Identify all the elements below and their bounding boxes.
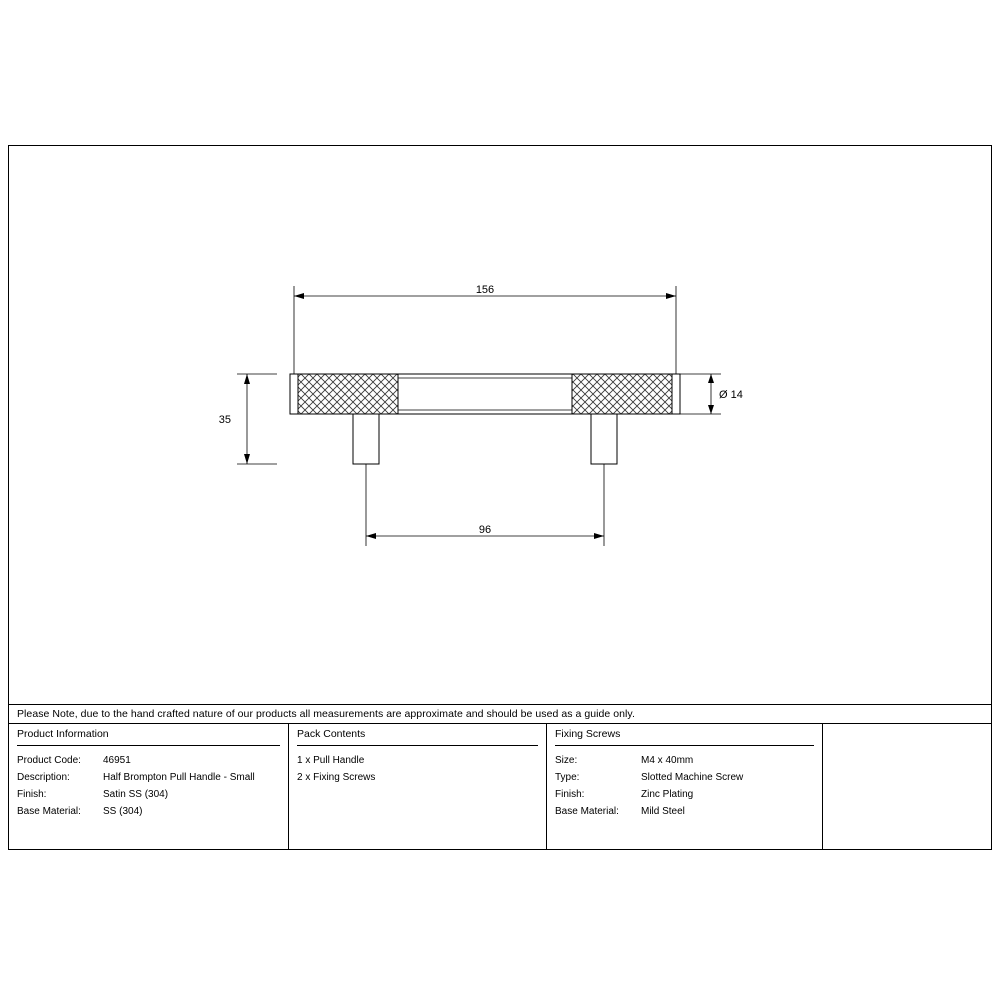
screw-finish-value: Zinc Plating [641, 789, 694, 800]
screw-base-material-value: Mild Steel [641, 806, 685, 817]
table-row [17, 786, 282, 803]
finish-label: Finish: [17, 789, 47, 800]
dimension-height [219, 374, 277, 464]
dimension-diameter [680, 374, 743, 414]
screw-base-material-label: Base Material: [555, 806, 619, 817]
table-row [17, 803, 282, 820]
dimension-overall-length [294, 284, 676, 374]
heading-divider [17, 745, 280, 746]
table-row [17, 769, 282, 786]
screw-type-label: Type: [555, 772, 580, 783]
table-row [555, 786, 816, 803]
base-material-label: Base Material: [17, 806, 81, 817]
heading-divider [297, 745, 538, 746]
product-code-value: 46951 [103, 755, 131, 766]
table-row [555, 803, 816, 820]
product-information-heading: Product Information [17, 728, 109, 740]
pack-contents-column [289, 724, 547, 849]
technical-drawing [9, 146, 991, 704]
fixing-screws-heading: Fixing Screws [555, 728, 621, 740]
info-table [9, 724, 991, 849]
list-item: 1 x Pull Handle [297, 755, 365, 766]
description-label: Description: [17, 772, 70, 783]
heading-divider [555, 745, 814, 746]
pack-contents-list [297, 752, 375, 786]
list-item: 2 x Fixing Screws [297, 772, 376, 783]
table-row [555, 752, 816, 769]
table-row [555, 769, 816, 786]
dimension-centres [366, 464, 604, 546]
dimension-label-156: 156 [475, 284, 495, 296]
base-material-value: SS (304) [103, 806, 143, 817]
finish-value: Satin SS (304) [103, 789, 169, 800]
measurement-note: Please Note, due to the hand crafted nature of our products all measurements are approximate and should be used as a guide only. [17, 708, 635, 720]
drawing-sheet [8, 145, 992, 850]
description-value: Half Brompton Pull Handle - Small [103, 772, 255, 783]
product-information-list [17, 752, 282, 820]
fixing-screws-list [555, 752, 816, 820]
pack-contents-heading: Pack Contents [297, 728, 366, 740]
product-code-label: Product Code: [17, 755, 81, 766]
dimension-label-35: 35 [218, 414, 231, 426]
product-information-column [9, 724, 289, 849]
measurement-note-row [9, 704, 991, 724]
dimension-label-diameter: Ø 14 [719, 389, 743, 401]
handle-illustration [290, 374, 680, 464]
table-row [17, 752, 282, 769]
screw-size-value: M4 x 40mm [641, 755, 694, 766]
dimension-label-96: 96 [478, 524, 492, 536]
screw-size-label: Size: [555, 755, 578, 766]
screw-finish-label: Finish: [555, 789, 585, 800]
screw-type-value: Slotted Machine Screw [641, 772, 744, 783]
fixing-screws-column [547, 724, 823, 849]
brand-logo-column [823, 724, 991, 849]
